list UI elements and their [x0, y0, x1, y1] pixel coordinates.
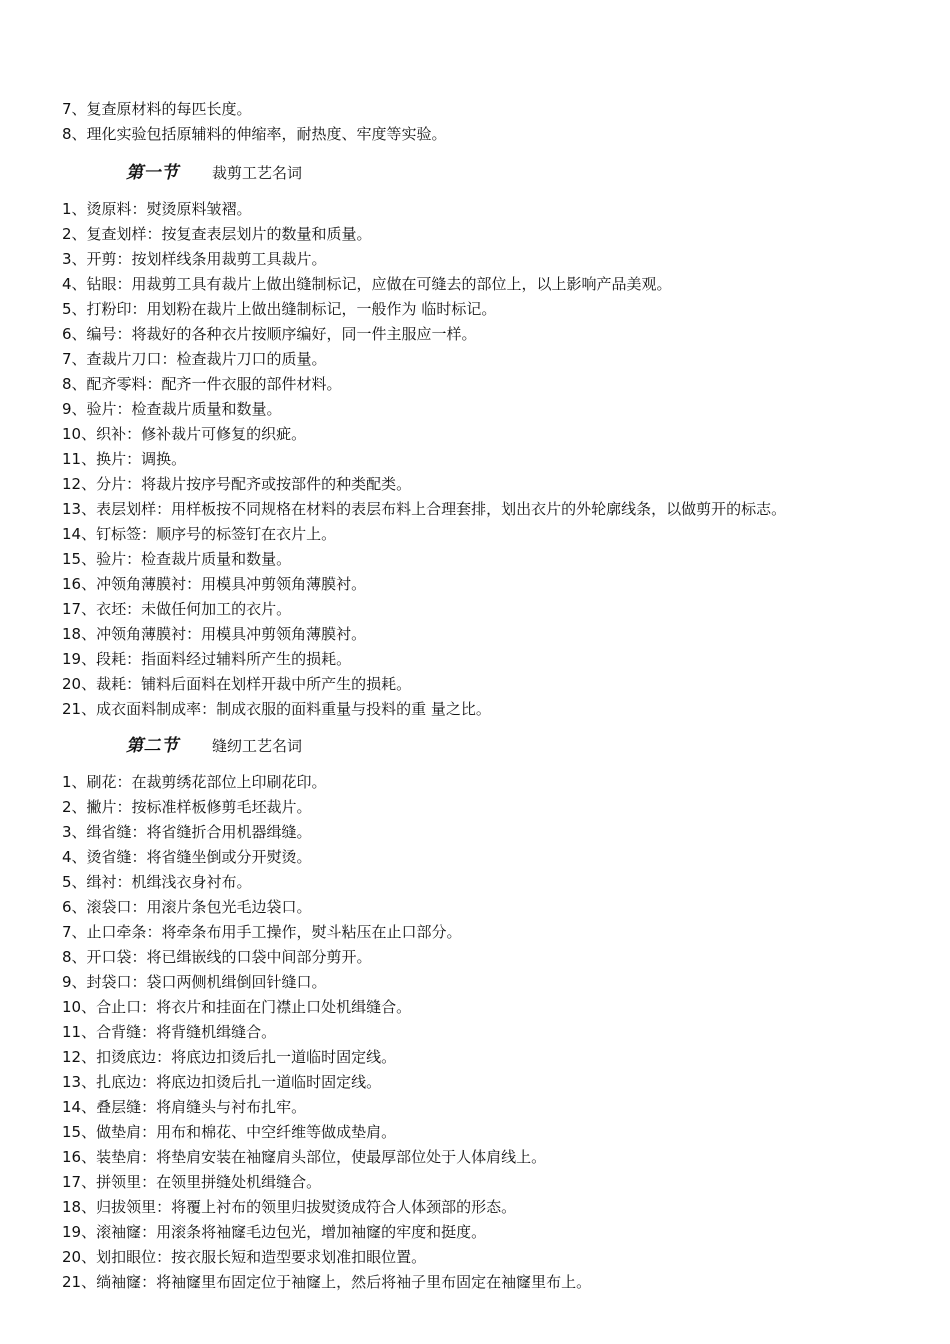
section-heading-2	[126, 731, 302, 761]
list-item: 4、钻眼：用裁剪工具有裁片上做出缝制标记，应做在可缝去的部位上，以上影响产品美观。	[62, 275, 672, 293]
list-item: 17、拼领里：在领里拼缝处机缉缝合。	[62, 1173, 322, 1191]
list-item: 14、钉标签：顺序号的标签钉在衣片上。	[62, 525, 337, 543]
intro-list	[62, 97, 930, 147]
list-item: 21、绱袖窿：将袖窿里布固定位于袖窿上，然后将袖子里布固定在袖窿里布上。	[62, 1273, 592, 1291]
section2-list	[62, 770, 930, 1295]
section-title: 缝纫工艺名词	[212, 737, 303, 755]
list-item: 13、扎底边：将底边扣烫后扎一道临时固定线。	[62, 1073, 382, 1091]
list-item: 18、归拔领里：将覆上衬布的领里归拔熨烫成符合人体颈部的形态。	[62, 1198, 517, 1216]
list-item: 6、滚袋口：用滚片条包光毛边袋口。	[62, 898, 312, 916]
list-item: 11、换片：调换。	[62, 450, 187, 468]
section-number: 第一节	[126, 163, 179, 183]
list-item: 15、做垫肩：用布和棉花、中空纤维等做成垫肩。	[62, 1123, 397, 1141]
list-item: 15、验片：检查裁片质量和数量。	[62, 550, 292, 568]
list-item: 20、裁耗：铺料后面料在划样开裁中所产生的损耗。	[62, 675, 412, 693]
list-item: 3、开剪：按划样线条用裁剪工具裁片。	[62, 250, 327, 268]
section-heading-1	[126, 158, 302, 188]
list-item: 4、烫省缝：将省缝坐倒或分开熨烫。	[62, 848, 312, 866]
list-item: 1、烫原料：熨烫原料皱褶。	[62, 200, 252, 218]
section-number: 第二节	[126, 736, 179, 756]
list-item: 21、成衣面料制成率：制成衣服的面料重量与投料的重 量之比。	[62, 700, 491, 718]
list-item: 16、冲领角薄膜衬：用模具冲剪领角薄膜衬。	[62, 575, 367, 593]
list-item: 1、刷花：在裁剪绣花部位上印刷花印。	[62, 773, 327, 791]
list-item: 9、封袋口：袋口两侧机缉倒回针缝口。	[62, 973, 327, 991]
list-item: 8、配齐零料：配齐一件衣服的部件材料。	[62, 375, 342, 393]
list-item: 16、装垫肩：将垫肩安装在袖窿肩头部位，使最厚部位处于人体肩线上。	[62, 1148, 547, 1166]
list-item: 2、撇片：按标准样板修剪毛坯裁片。	[62, 798, 312, 816]
list-item: 17、衣坯：未做任何加工的衣片。	[62, 600, 292, 618]
list-item: 19、滚袖窿：用滚条将袖窿毛边包光，增加袖窿的牢度和挺度。	[62, 1223, 487, 1241]
section1-list	[62, 197, 930, 722]
list-item: 12、扣烫底边：将底边扣烫后扎一道临时固定线。	[62, 1048, 397, 1066]
list-item: 13、表层划样：用样板按不同规格在材料的表层布料上合理套排，划出衣片的外轮廓线条，以做剪开的标志。	[62, 500, 787, 518]
list-item: 9、验片：检查裁片质量和数量。	[62, 400, 282, 418]
list-item: 10、织补：修补裁片可修复的织疵。	[62, 425, 307, 443]
list-item: 3、缉省缝：将省缝折合用机器缉缝。	[62, 823, 312, 841]
list-item: 20、划扣眼位：按衣服长短和造型要求划准扣眼位置。	[62, 1248, 427, 1266]
list-item: 2、复查划样：按复查表层划片的数量和质量。	[62, 225, 372, 243]
list-item: 8、理化实验包括原辅料的伸缩率，耐热度、牢度等实验。	[62, 125, 447, 143]
list-item: 11、合背缝：将背缝机缉缝合。	[62, 1023, 277, 1041]
list-item: 18、冲领角薄膜衬：用模具冲剪领角薄膜衬。	[62, 625, 367, 643]
list-item: 7、复查原材料的每匹长度。	[62, 100, 252, 118]
section-title: 裁剪工艺名词	[212, 164, 303, 182]
list-item: 10、合止口：将衣片和挂面在门襟止口处机缉缝合。	[62, 998, 412, 1016]
list-item: 7、查裁片刀口：检查裁片刀口的质量。	[62, 350, 327, 368]
list-item: 5、缉衬：机缉浅衣身衬布。	[62, 873, 252, 891]
list-item: 6、编号：将裁好的各种衣片按顺序编好，同一件主服应一样。	[62, 325, 477, 343]
list-item: 5、打粉印：用划粉在裁片上做出缝制标记，一般作为 临时标记。	[62, 300, 497, 318]
list-item: 19、段耗：指面料经过辅料所产生的损耗。	[62, 650, 352, 668]
list-item: 14、叠层缝：将肩缝头与衬布扎牢。	[62, 1098, 307, 1116]
list-item: 12、分片：将裁片按序号配齐或按部件的种类配类。	[62, 475, 412, 493]
list-item: 8、开口袋：将已缉嵌线的口袋中间部分剪开。	[62, 948, 372, 966]
list-item: 7、止口牵条：将牵条布用手工操作，熨斗粘压在止口部分。	[62, 923, 462, 941]
